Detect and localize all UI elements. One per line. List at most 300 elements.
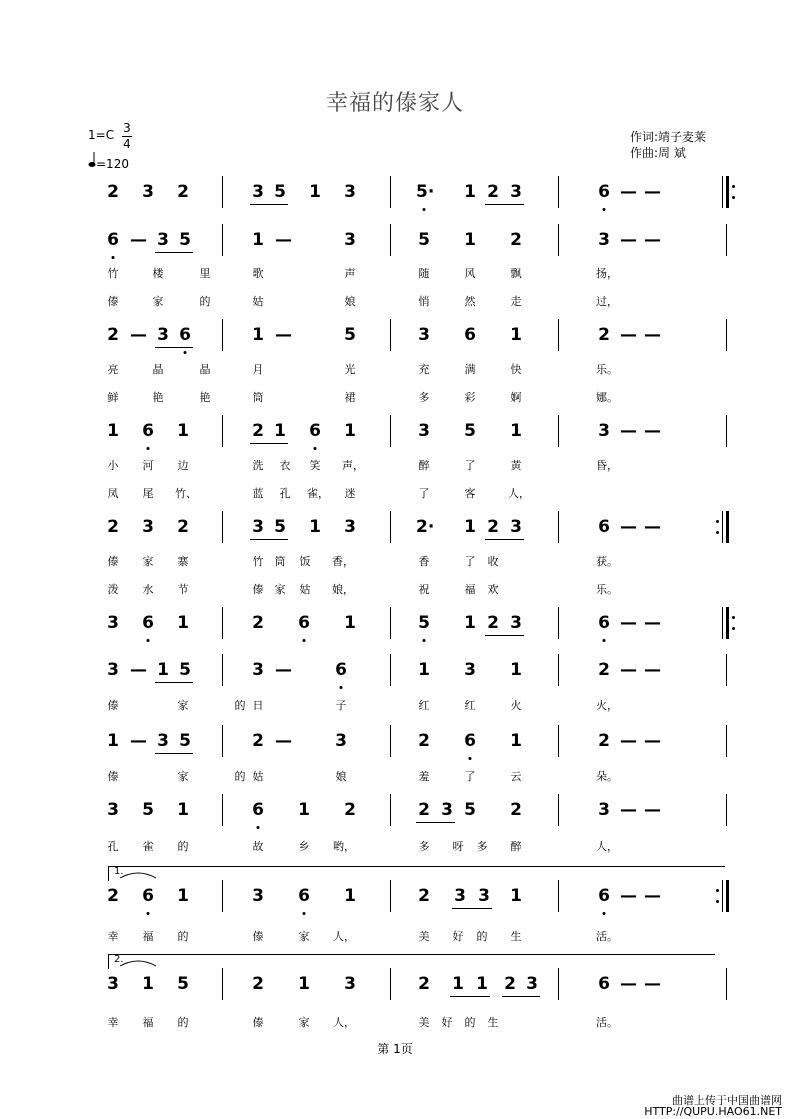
note: 3 xyxy=(335,731,347,751)
repeat-dot xyxy=(732,616,735,619)
note: — xyxy=(644,230,661,250)
note: 5 xyxy=(464,800,476,820)
lyric-syllable: 故 xyxy=(252,840,264,853)
note: — xyxy=(620,731,637,751)
note: 1 xyxy=(464,230,476,250)
watermark xyxy=(644,1095,782,1117)
note: 1 xyxy=(177,421,189,441)
note: 3 xyxy=(510,517,522,537)
note: 1 xyxy=(344,613,356,633)
lyric-syllable: 了 xyxy=(418,487,430,500)
note: 3 xyxy=(441,800,453,820)
underline xyxy=(450,996,490,997)
lyric-syllable: 孔 xyxy=(279,487,291,500)
lyric-syllable: 尾 xyxy=(142,487,154,500)
lyric-syllable: 多 xyxy=(418,391,430,404)
lyric-syllable: 多 xyxy=(418,840,430,853)
meter-bottom: 4 xyxy=(123,137,131,151)
tempo-marking: =120 xyxy=(96,157,129,171)
note: — xyxy=(620,800,637,820)
lyric-syllable: 呀 xyxy=(452,840,464,853)
lyric-syllable: 了 xyxy=(464,770,476,783)
note: 2 xyxy=(418,974,430,994)
octave-dot xyxy=(469,757,472,760)
lyric-syllable: 凤 xyxy=(107,487,119,500)
note: 6 xyxy=(179,325,191,345)
repeat-dot xyxy=(732,196,735,199)
barline xyxy=(390,968,391,1000)
note: 1 xyxy=(464,613,476,633)
lyric-syllable: 扬， xyxy=(596,267,618,280)
lyric-syllable: 水 xyxy=(142,583,154,596)
lyric-syllable: 美 xyxy=(418,1016,430,1029)
note: 1 xyxy=(464,517,476,537)
note: — xyxy=(130,230,147,250)
note: 2 xyxy=(252,613,264,633)
note: 5 xyxy=(464,421,476,441)
note: — xyxy=(620,974,637,994)
volta-number-2: 2. xyxy=(114,954,124,965)
lyric-syllable: 河 xyxy=(142,459,154,472)
note: 1 xyxy=(177,886,189,906)
note: — xyxy=(620,182,637,202)
note: 1 xyxy=(510,421,522,441)
underline xyxy=(155,252,193,253)
note: 2 xyxy=(418,886,430,906)
note: 1 xyxy=(298,974,310,994)
lyric-syllable: 孔 xyxy=(107,840,119,853)
watermark-line-2: HTTP://QUPU.HAO61.NET xyxy=(644,1105,782,1118)
octave-dot xyxy=(423,639,426,642)
lyric-syllable: 乐。 xyxy=(596,583,618,596)
slur-arc xyxy=(118,869,158,879)
lyric-syllable: 竹、 xyxy=(175,487,197,500)
note: 5 xyxy=(177,974,189,994)
lyric-syllable: 的 xyxy=(177,840,189,853)
note: 6 xyxy=(142,421,154,441)
lyric-syllable: 的 xyxy=(177,930,189,943)
lyric-syllable: 小 xyxy=(107,459,119,472)
lyric-syllable: 随 xyxy=(418,267,430,280)
note: 1 xyxy=(510,731,522,751)
barline xyxy=(390,880,391,912)
barline xyxy=(222,607,223,639)
octave-dot xyxy=(184,351,187,354)
lyric-syllable: 家 xyxy=(177,699,189,712)
note: 6 xyxy=(309,421,321,441)
lyric-syllable: 羞 xyxy=(418,770,430,783)
note: 5 xyxy=(274,517,286,537)
lyric-syllable: 获。 xyxy=(596,555,618,568)
octave-dot xyxy=(303,912,306,915)
note: 6 xyxy=(598,517,610,537)
underline xyxy=(485,204,524,205)
note: 2 xyxy=(510,800,522,820)
lyric-syllable: 了 xyxy=(464,555,476,568)
lyric-syllable: 幸 xyxy=(107,930,119,943)
note: 3 xyxy=(142,182,154,202)
lyric-syllable: 彩 xyxy=(464,391,476,404)
barline xyxy=(222,968,223,1000)
barline xyxy=(558,880,559,912)
lyric-syllable: 好 xyxy=(452,930,464,943)
note: 2 xyxy=(598,660,610,680)
lyric-syllable: 生 xyxy=(510,930,522,943)
note: 6 xyxy=(598,974,610,994)
barline xyxy=(726,224,727,256)
barline xyxy=(390,224,391,256)
lyric-syllable: 醉 xyxy=(418,459,430,472)
note: 1 xyxy=(418,660,430,680)
note: — xyxy=(620,613,637,633)
lyric-syllable: 姑 xyxy=(252,295,264,308)
barline xyxy=(222,224,223,256)
note: 1 xyxy=(107,421,119,441)
repeat-thin-barline xyxy=(722,511,723,543)
lyric-syllable: 哟， xyxy=(333,840,355,853)
note: — xyxy=(620,325,637,345)
repeat-dot xyxy=(716,900,719,903)
note: — xyxy=(275,230,292,250)
note: 2 xyxy=(107,886,119,906)
lyric-syllable: 醉 xyxy=(510,840,522,853)
note: 1 xyxy=(510,660,522,680)
lyric-syllable: 昏， xyxy=(596,459,618,472)
note: 6 xyxy=(598,613,610,633)
lyric-syllable: 裙 xyxy=(344,391,356,404)
note: 1 xyxy=(344,421,356,441)
barline xyxy=(726,725,727,757)
lyric-syllable: 洗 xyxy=(252,459,264,472)
barline xyxy=(558,725,559,757)
lyric-syllable: 了 xyxy=(464,459,476,472)
lyric-syllable: 艳 xyxy=(199,391,211,404)
lyric-syllable: 楼 xyxy=(152,267,164,280)
note: 3 xyxy=(418,325,430,345)
barline xyxy=(222,794,223,826)
lyric-syllable: 婀 xyxy=(510,391,522,404)
note: 3 xyxy=(344,182,356,202)
lyric-syllable: 月 xyxy=(252,363,264,376)
note: 6 xyxy=(107,230,119,250)
underline xyxy=(485,635,524,636)
underline xyxy=(502,996,540,997)
note: 3 xyxy=(252,517,264,537)
lyric-syllable: 黄 xyxy=(510,459,522,472)
barline xyxy=(222,725,223,757)
lyric-syllable: 乐。 xyxy=(596,363,618,376)
lyric-syllable: 走 xyxy=(510,295,522,308)
note: — xyxy=(644,421,661,441)
note: 2 xyxy=(107,517,119,537)
lyric-syllable: 迷 xyxy=(344,487,356,500)
lyric-syllable: 收 xyxy=(487,555,499,568)
note: 3 xyxy=(454,886,466,906)
note: 5 xyxy=(179,660,191,680)
note: 1 xyxy=(510,325,522,345)
note: 6 xyxy=(142,613,154,633)
note: — xyxy=(130,660,147,680)
volta-bracket-2 xyxy=(108,954,715,969)
note: 1 xyxy=(309,182,321,202)
note: 1 xyxy=(142,974,154,994)
barline xyxy=(390,794,391,826)
note: — xyxy=(644,517,661,537)
note: — xyxy=(644,731,661,751)
lyric-syllable: 火 xyxy=(510,699,522,712)
note: 1 xyxy=(510,886,522,906)
underline xyxy=(416,822,455,823)
note: 2 xyxy=(177,182,189,202)
barline xyxy=(726,415,727,447)
repeat-thick-barline xyxy=(726,176,729,208)
note: 3 xyxy=(464,660,476,680)
note: 2 xyxy=(510,230,522,250)
lyric-syllable: 傣 xyxy=(107,295,119,308)
lyric-syllable: 福 xyxy=(142,930,154,943)
page-number: 第 1页 xyxy=(377,1042,413,1056)
lyric-syllable: 雀 xyxy=(142,840,154,853)
octave-dot xyxy=(603,639,606,642)
note: 3 xyxy=(107,974,119,994)
barline xyxy=(390,176,391,208)
repeat-thick-barline xyxy=(726,511,729,543)
repeat-thick-barline xyxy=(726,880,729,912)
lyric-syllable: 竹 xyxy=(107,267,119,280)
lyric-syllable: 火， xyxy=(596,699,618,712)
volta-number-1: 1. xyxy=(114,866,124,877)
composer-credit: 作曲:周 斌 xyxy=(630,146,686,160)
note: 1 xyxy=(274,421,286,441)
lyric-syllable: 飘 xyxy=(510,267,522,280)
note: 6 xyxy=(464,325,476,345)
note: 3 xyxy=(252,182,264,202)
lyric-syllable: 娘 xyxy=(344,295,356,308)
note: 3 xyxy=(526,974,538,994)
lyric-syllable: 娘， xyxy=(332,583,354,596)
lyric-syllable: 寨 xyxy=(177,555,189,568)
lyric-syllable: 的 xyxy=(476,930,488,943)
lyric-syllable: 多 xyxy=(476,840,488,853)
lyric-syllable: 家 xyxy=(274,583,286,596)
note: 5 xyxy=(142,800,154,820)
note: 3 xyxy=(598,421,610,441)
lyric-syllable: 人， xyxy=(596,840,618,853)
lyric-syllable: 笑 xyxy=(309,459,321,472)
lyric-syllable: 傣 xyxy=(107,699,119,712)
underline xyxy=(452,908,492,909)
underline xyxy=(250,539,288,540)
note: 6 xyxy=(598,886,610,906)
underline xyxy=(250,443,288,444)
note: 5 xyxy=(179,230,191,250)
lyric-syllable: 日 xyxy=(252,699,264,712)
slur-arc xyxy=(118,957,158,967)
note: 2 xyxy=(177,517,189,537)
note: 3 xyxy=(157,731,169,751)
note: 6 xyxy=(298,886,310,906)
note: 5 xyxy=(179,731,191,751)
note: — xyxy=(620,660,637,680)
lyric-syllable: 红 xyxy=(464,699,476,712)
lyric-syllable: 好 xyxy=(441,1016,453,1029)
note: 3 xyxy=(107,613,119,633)
lyric-syllable: 风 xyxy=(464,267,476,280)
repeat-thick-barline xyxy=(726,607,729,639)
lyric-syllable: 傣 xyxy=(252,1016,264,1029)
note: 3 xyxy=(344,517,356,537)
octave-dot xyxy=(603,208,606,211)
note: — xyxy=(620,230,637,250)
barline xyxy=(390,415,391,447)
underline xyxy=(155,347,193,348)
lyric-syllable: 红 xyxy=(418,699,430,712)
lyric-syllable: 活。 xyxy=(596,1016,618,1029)
barline xyxy=(390,725,391,757)
lyric-syllable: 泼 xyxy=(107,583,119,596)
lyric-syllable: 家 xyxy=(177,770,189,783)
note: — xyxy=(130,325,147,345)
note: 3 xyxy=(510,182,522,202)
lyric-syllable: 声 xyxy=(344,267,356,280)
note: 2 xyxy=(487,182,499,202)
lyric-syllable: 傣 xyxy=(252,583,264,596)
note: 1 xyxy=(298,800,310,820)
barline xyxy=(222,319,223,351)
note: 2 xyxy=(252,974,264,994)
lyric-syllable: 傣 xyxy=(107,770,119,783)
note: 1 xyxy=(177,800,189,820)
barline xyxy=(726,319,727,351)
lyric-syllable: 艳 xyxy=(152,391,164,404)
underline xyxy=(250,204,288,205)
barline xyxy=(558,319,559,351)
lyric-syllable: 亮 xyxy=(107,363,119,376)
lyric-syllable: 节 xyxy=(177,583,189,596)
note: 3 xyxy=(598,230,610,250)
note: — xyxy=(644,325,661,345)
note: 3 xyxy=(478,886,490,906)
note: — xyxy=(620,886,637,906)
lyric-syllable: 的 xyxy=(234,770,246,783)
note: 1 xyxy=(107,731,119,751)
barline xyxy=(726,968,727,1000)
lyric-syllable: 饭 xyxy=(299,555,311,568)
lyric-syllable: 傣 xyxy=(107,555,119,568)
repeat-dot xyxy=(732,627,735,630)
octave-dot xyxy=(314,447,317,450)
lyric-syllable: 乡 xyxy=(298,840,310,853)
lyric-syllable: 子 xyxy=(335,699,347,712)
note: 1 xyxy=(476,974,488,994)
lyric-syllable: 福 xyxy=(142,1016,154,1029)
barline xyxy=(558,607,559,639)
lyric-syllable: 祝 xyxy=(418,583,430,596)
note: — xyxy=(620,517,637,537)
note: 1 xyxy=(157,660,169,680)
repeat-dot xyxy=(716,889,719,892)
lyric-syllable: 竹 xyxy=(252,555,264,568)
note: 6 xyxy=(464,731,476,751)
lyric-syllable: 欢 xyxy=(487,583,499,596)
note: 3 xyxy=(344,974,356,994)
note: 3 xyxy=(344,230,356,250)
lyric-syllable: 雀， xyxy=(307,487,329,500)
note: 3 xyxy=(510,613,522,633)
lyric-syllable: 云 xyxy=(510,770,522,783)
lyric-syllable: 福 xyxy=(464,583,476,596)
key-signature: 1=C xyxy=(88,128,115,142)
octave-dot xyxy=(147,912,150,915)
note: 2 xyxy=(598,325,610,345)
barline xyxy=(222,176,223,208)
lyric-syllable: 香 xyxy=(418,555,430,568)
lyric-syllable: 过， xyxy=(596,295,618,308)
note: 6 xyxy=(298,613,310,633)
note: — xyxy=(620,421,637,441)
lyric-syllable: 声， xyxy=(342,459,364,472)
underline xyxy=(485,539,524,540)
lyric-syllable: 幸 xyxy=(107,1016,119,1029)
octave-dot xyxy=(423,208,426,211)
note: 3 xyxy=(598,800,610,820)
repeat-dot xyxy=(716,520,719,523)
note: — xyxy=(275,731,292,751)
note: 1 xyxy=(464,182,476,202)
note: 1 xyxy=(252,230,264,250)
repeat-thin-barline xyxy=(722,176,723,208)
barline xyxy=(390,654,391,686)
barline xyxy=(390,511,391,543)
barline xyxy=(558,794,559,826)
note: 2 xyxy=(418,800,430,820)
watermark-line-1: 曲谱上传于中国曲谱网 xyxy=(672,1094,782,1107)
note: 3 xyxy=(252,886,264,906)
lyric-syllable: 的 xyxy=(177,1016,189,1029)
note: 3 xyxy=(142,517,154,537)
lyric-syllable: 活。 xyxy=(596,930,618,943)
octave-dot xyxy=(340,686,343,689)
octave-dot xyxy=(112,256,115,259)
lyricist-credit: 作词:靖子麦莱 xyxy=(630,130,707,144)
lyric-syllable: 然 xyxy=(464,295,476,308)
lyric-syllable: 的 xyxy=(234,699,246,712)
repeat-thin-barline xyxy=(722,607,723,639)
note: 2 xyxy=(252,421,264,441)
lyric-syllable: 的 xyxy=(199,295,211,308)
lyric-syllable: 筒 xyxy=(252,391,264,404)
note: 3 xyxy=(107,800,119,820)
meter-top: 3 xyxy=(123,121,131,135)
note: 5 xyxy=(418,230,430,250)
lyric-syllable: 快 xyxy=(510,363,522,376)
barline xyxy=(222,880,223,912)
lyric-syllable: 生 xyxy=(487,1016,499,1029)
lyric-syllable: 筒 xyxy=(274,555,286,568)
note: 3 xyxy=(418,421,430,441)
lyric-syllable: 里 xyxy=(199,267,211,280)
lyric-syllable: 蓝 xyxy=(252,487,264,500)
note: — xyxy=(644,800,661,820)
lyric-syllable: 鲜 xyxy=(107,391,119,404)
note: — xyxy=(275,660,292,680)
note: 6 xyxy=(142,886,154,906)
note: — xyxy=(275,325,292,345)
note: 3 xyxy=(157,230,169,250)
repeat-thin-barline xyxy=(722,880,723,912)
lyric-syllable: 家 xyxy=(298,930,310,943)
note: 3 xyxy=(252,660,264,680)
